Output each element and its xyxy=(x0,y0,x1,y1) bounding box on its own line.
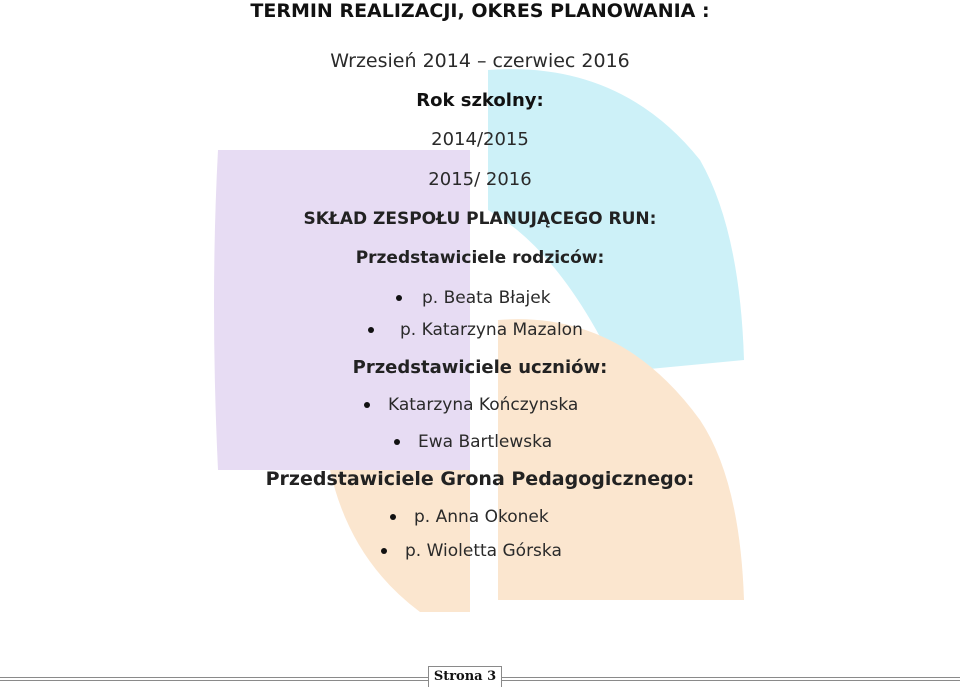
student-member-name: Katarzyna Kończynska xyxy=(388,395,579,415)
bullet-icon xyxy=(390,514,396,520)
school-year-1: 2014/2015 xyxy=(431,129,529,150)
petal-purple xyxy=(214,150,470,470)
bullet-icon xyxy=(396,295,402,301)
teacher-member xyxy=(390,505,549,529)
teacher-member xyxy=(381,539,562,563)
parent-member xyxy=(396,286,551,310)
student-member xyxy=(364,393,578,417)
parent-member-name: p. Katarzyna Mazalon xyxy=(400,320,583,340)
student-member-name: Ewa Bartlewska xyxy=(418,432,553,452)
page-number: Strona 3 xyxy=(428,666,502,687)
student-member xyxy=(394,430,552,454)
students-label: Przedstawiciele uczniów: xyxy=(352,357,608,378)
parents-label: Przedstawiciele rodziców: xyxy=(355,248,605,268)
school-year-2: 2015/ 2016 xyxy=(428,169,532,190)
school-year-label: Rok szkolny: xyxy=(416,90,544,111)
team-heading: SKŁAD ZESPOŁU PLANUJĄCEGO RUN: xyxy=(303,209,657,229)
parent-member-name: p. Beata Błajek xyxy=(422,288,551,308)
bullet-icon xyxy=(394,439,400,445)
teachers-label: Przedstawiciele Grona Pedagogicznego: xyxy=(265,468,695,490)
teacher-member-name: p. Wioletta Górska xyxy=(405,541,562,561)
bullet-icon xyxy=(368,327,374,333)
parent-member xyxy=(368,318,583,342)
heading: TERMIN REALIZACJI, OKRES PLANOWANIA : xyxy=(250,0,710,22)
teacher-member-name: p. Anna Okonek xyxy=(414,507,549,527)
bullet-icon xyxy=(381,548,387,554)
bullet-icon xyxy=(364,402,370,408)
planning-period: Wrzesień 2014 – czerwiec 2016 xyxy=(330,50,630,72)
